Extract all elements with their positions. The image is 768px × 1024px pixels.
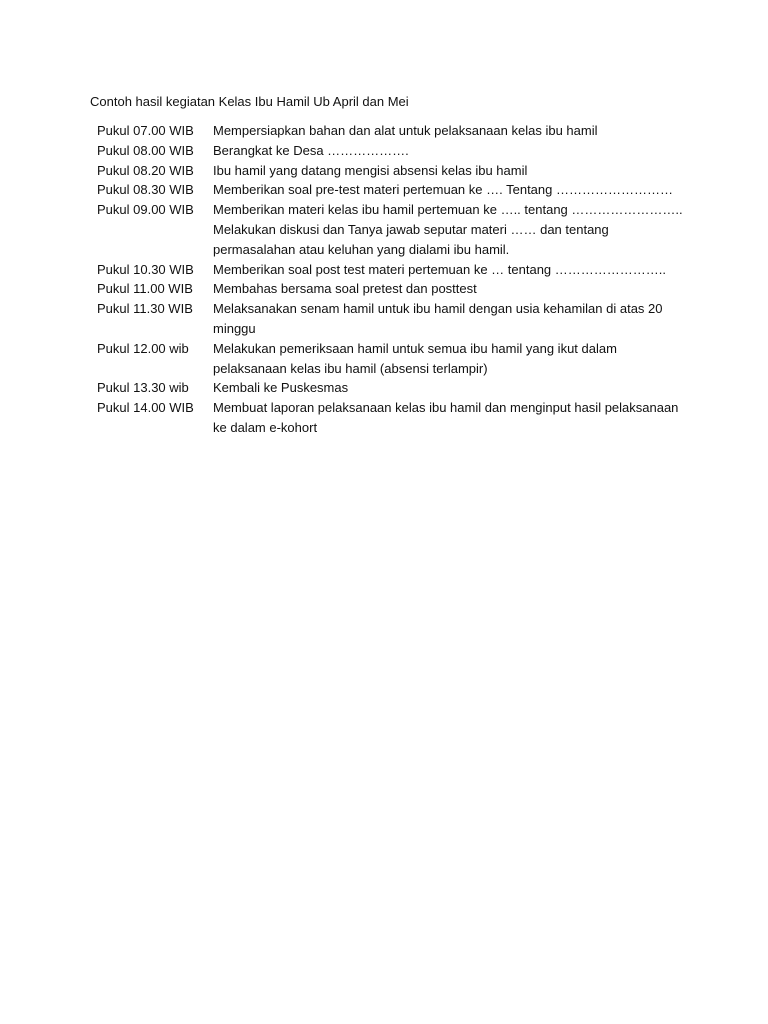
schedule-row [97,161,677,181]
schedule-activity [213,121,677,141]
activity-line: Memberikan soal post test materi pertemuan ke … tentang …………………….. [213,261,667,277]
activity-line: Berangkat ke Desa ………………. [213,142,409,158]
schedule-time: Pukul 08.20 WIB [97,162,194,178]
schedule-row [97,260,677,280]
schedule-row [97,339,677,379]
activity-line: permasalahan atau keluhan yang dialami ibu hamil. [213,241,510,257]
activity-line: ke dalam e-kohort [213,419,318,435]
activity-line: Melaksanakan senam hamil untuk ibu hamil dengan usia kehamilan di atas 20 [213,301,663,317]
schedule-time: Pukul 08.00 WIB [97,142,194,158]
activity-line: Memberikan soal pre-test materi pertemuan ke …. Tentang ……………………… [213,182,673,198]
schedule-row [97,141,677,161]
activity-line: Mempersiapkan bahan dan alat untuk pelaksanaan kelas ibu hamil [213,123,598,138]
activity-line: Melakukan diskusi dan Tanya jawab seputar materi …… dan tentang [213,221,609,237]
schedule-activity [213,339,677,379]
activity-line: pelaksanaan kelas ibu hamil (absensi terlampir) [213,360,488,376]
schedule-table [97,121,683,438]
schedule-time: Pukul 07.00 WIB [97,123,194,138]
schedule-activity [213,378,677,398]
activity-line: Kembali ke Puskesmas [213,380,349,396]
document-title: Contoh hasil kegiatan Kelas Ibu Hamil Ub April dan Mei [90,94,409,109]
schedule-activity [213,141,677,161]
schedule-time: Pukul 11.00 WIB [97,281,193,297]
activity-line: Memberikan materi kelas ibu hamil pertemuan ke ….. tentang …………………….. [213,202,683,218]
schedule-activity [213,161,677,181]
schedule-row [97,121,677,141]
schedule-time: Pukul 09.00 WIB [97,202,194,218]
activity-line: Membuat laporan pelaksanaan kelas ibu hamil dan menginput hasil pelaksanaan [213,400,679,416]
schedule-time: Pukul 08.30 WIB [97,182,194,198]
schedule-time: Pukul 12.00 wib [97,340,189,356]
schedule-activity [213,180,677,200]
schedule-row [97,200,683,259]
schedule-activity [213,279,677,299]
schedule-activity [213,200,683,259]
activity-line: Membahas bersama soal pretest dan posttest [213,281,477,297]
schedule-activity [213,299,677,339]
activity-line: minggu [213,320,256,336]
schedule-row [97,279,677,299]
schedule-time: Pukul 10.30 WIB [97,261,194,277]
schedule-row [97,398,677,438]
schedule-row [97,299,677,339]
schedule-activity [213,260,677,280]
schedule-activity [213,398,677,438]
activity-line: Melakukan pemeriksaan hamil untuk semua ibu hamil yang ikut dalam [213,340,617,356]
schedule-row [97,378,677,398]
schedule-row [97,180,677,200]
schedule-time: Pukul 14.00 WIB [97,400,194,416]
schedule-time: Pukul 13.30 wib [97,380,189,396]
activity-line: Ibu hamil yang datang mengisi absensi kelas ibu hamil [213,162,528,178]
schedule-time: Pukul 11.30 WIB [97,301,193,317]
